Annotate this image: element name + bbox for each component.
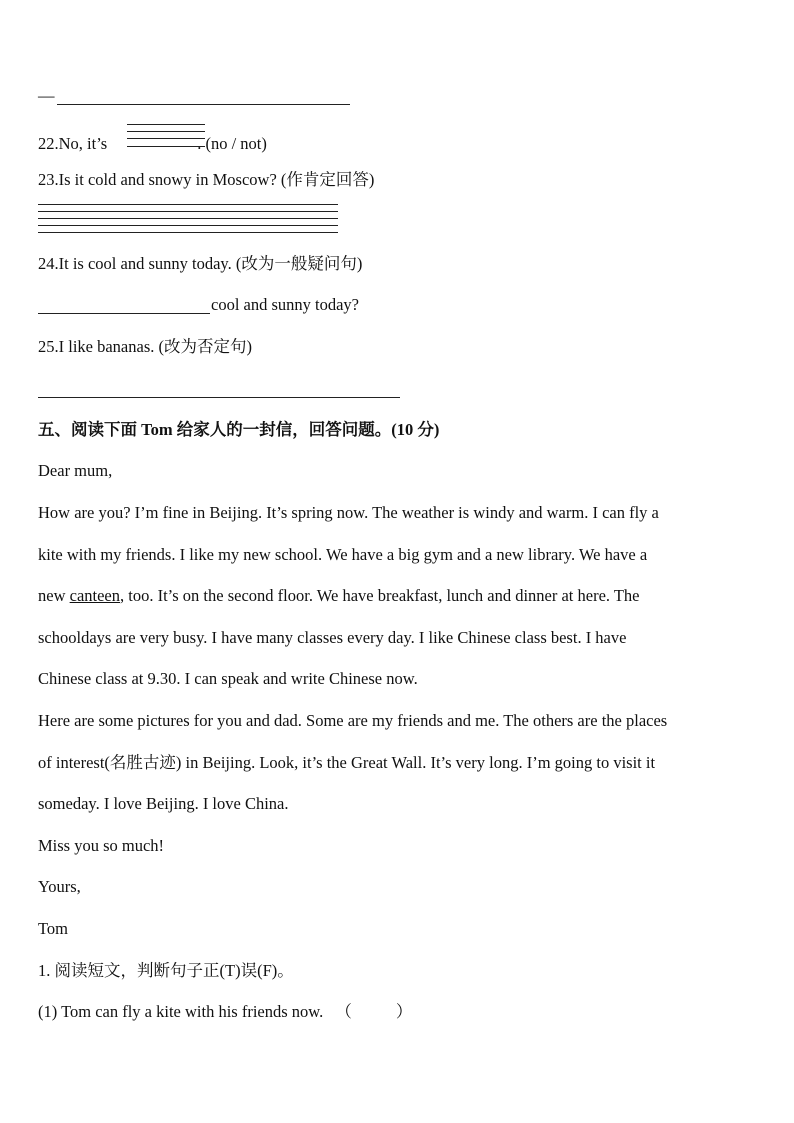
q25-answer-line [38,397,400,398]
q22-blank-line-3 [127,138,205,139]
answer-line-21 [57,104,350,105]
letter-p2-line-3: someday. I love Beijing. I love China. [38,794,289,813]
letter-p1-line-2: kite with my friends. I like my new school. We have a big gym and a new library. We have a [38,545,648,564]
word-canteen: canteen [69,586,121,605]
task-1-item-1 [38,1002,412,1022]
question-23: 23.Is it cold and snowy in Moscow? (作肯定回答) [38,170,375,189]
q24-answer-tail: cool and sunny today? [211,295,360,314]
q23-answer-line-2 [38,211,338,212]
letter-p2-line-1: Here are some pictures for you and dad. Some are my friends and me. The others are the places [38,711,668,730]
question-24: 24.It is cool and sunny today. (改为一般疑问句) [38,254,363,273]
letter-closing-1: Miss you so much! [38,836,165,855]
section-5-heading: 五、阅读下面 Tom 给家人的一封信，回答问题。(10 分) [38,420,440,439]
q22-blank-line-1 [127,124,205,125]
q23-answer-line-4 [38,225,338,226]
letter-p1-line-3-end: , too. It’s on the second floor. We have breakfast, lunch and dinner at here. The [120,586,640,605]
letter-closing-2: Yours, [38,877,81,896]
q23-answer-line-3 [38,218,338,219]
q22-suffix: . (no / not) [197,134,267,153]
q23-answer-line-5 [38,232,338,233]
letter-p1-line-4: schooldays are very busy. I have many classes every day. I like Chinese class best. I have [38,628,627,647]
q24-answer-blank [38,313,210,314]
q22-blank-line-2 [127,131,205,132]
question-25: 25.I like bananas. (改为否定句) [38,337,252,356]
task-1-instruction: 1. 阅读短文，判断句子正(T)误(F)。 [38,961,294,980]
question-22 [38,134,267,154]
q22-prefix: 22.No, it’s [38,134,108,153]
q23-answer-line-1 [38,204,338,205]
task-1-item-1-paren-close: ） [395,1002,413,1021]
letter-p1-line-1: How are you? I’m fine in Beijing. It’s spring now. The weather is windy and warm. I can fly a [38,503,659,522]
answer-dash: — [38,86,55,105]
task-1-item-1-text: (1) Tom can fly a kite with his friends now. [38,1002,324,1021]
q22-blank-line-4 [127,146,205,147]
letter-p1-line-5: Chinese class at 9.30. I can speak and write Chinese now. [38,669,418,688]
letter-p2-line-2: of interest(名胜古迹) in Beijing. Look, it’s the Great Wall. It’s very long. I’m going to visit it [38,753,656,772]
letter-salutation: Dear mum, [38,461,113,480]
task-1-item-1-paren-open: （ [335,1002,352,1021]
letter-signature: Tom [38,919,69,938]
letter-p1-line-3 [38,586,640,606]
letter-p1-line-3-start: new [38,586,70,605]
